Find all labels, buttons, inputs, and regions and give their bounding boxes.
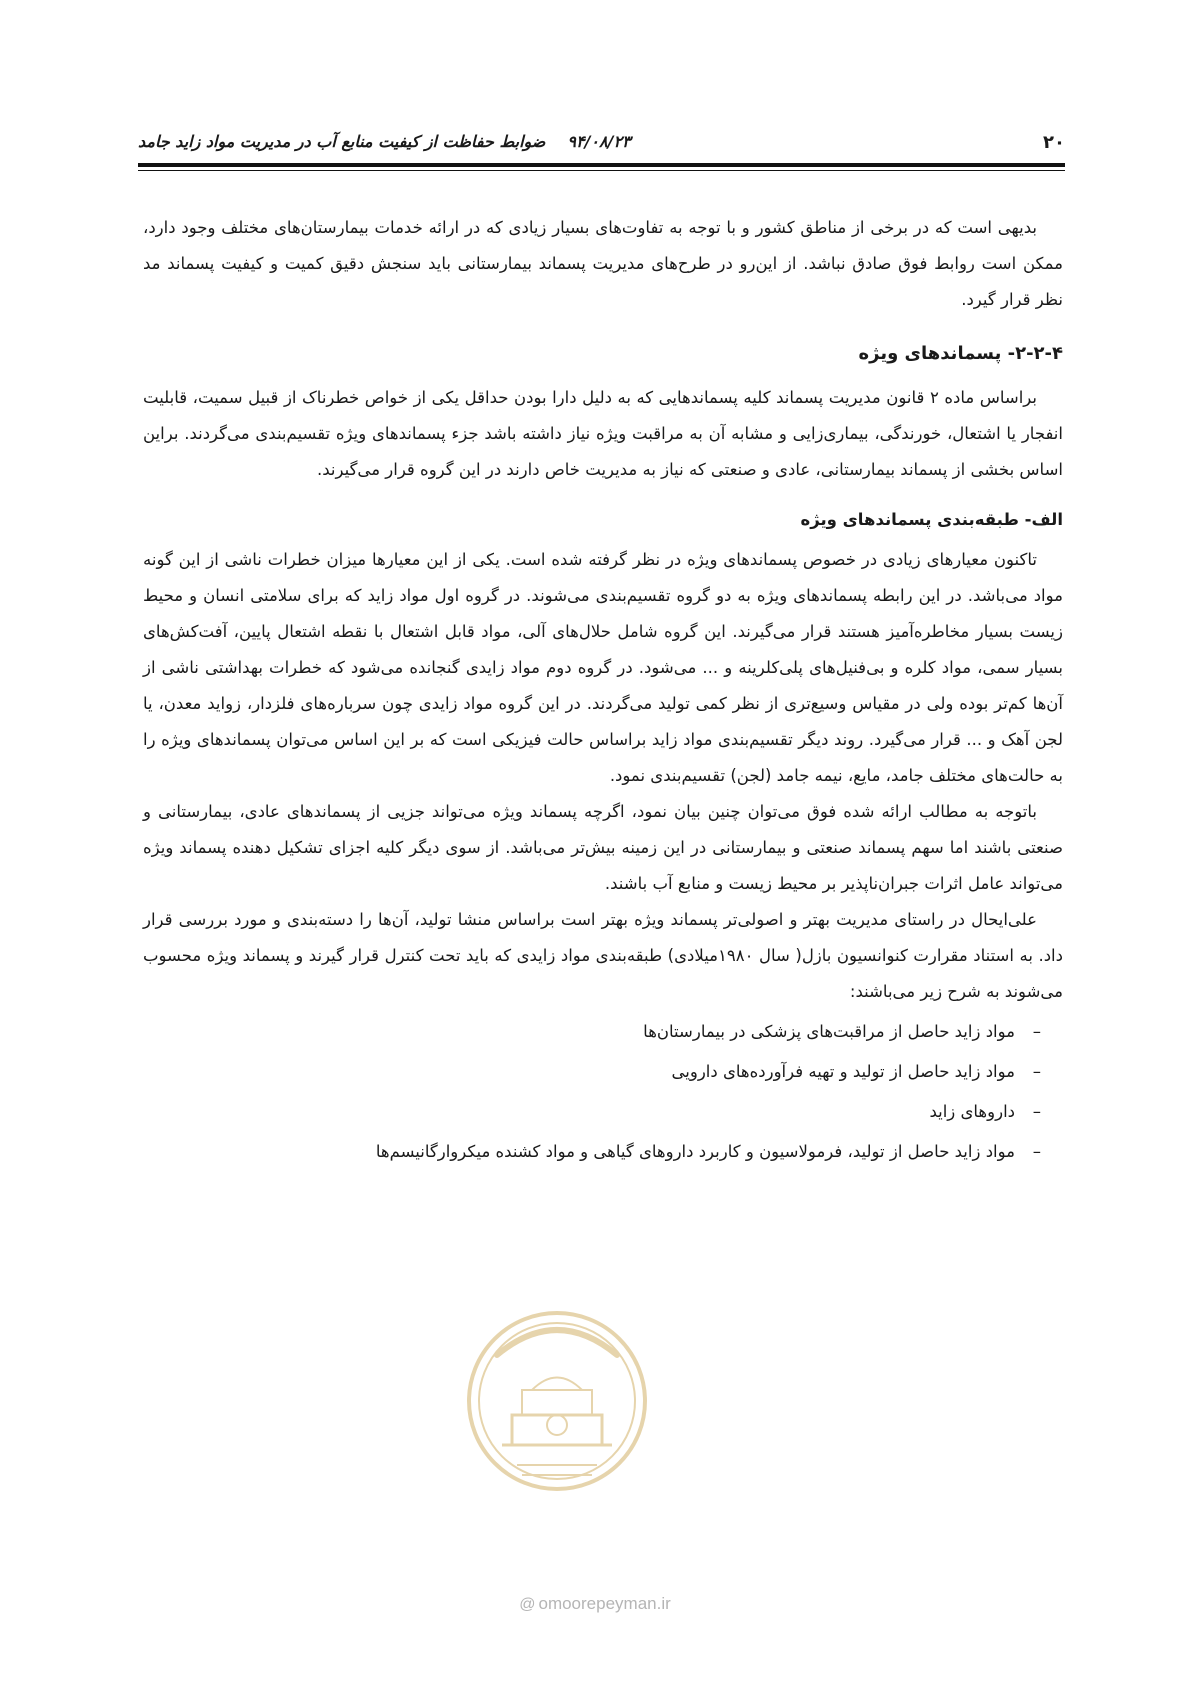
body-content [143,210,1063,1172]
dash-bullet: – [1032,1102,1041,1121]
paragraph-basel: علی‌ایحال در راستای مدیریت بهتر و اصولی‌تر پسماند ویژه بهتر است براساس منشا تولید، آن‌ها را دسته‌بندی و مورد بررسی قرار داد. به استناد مقرارت کنوانسیون بازل( سال ۱۹۸۰میلادی) طبقه‌بندی مواد زایدی که باید تحت کنترل قرار گیرند و پسماند ویژه محسوب می‌شوند به شرح زیر می‌باشند: [143,910,1063,1001]
paragraph-intro: بدیهی است که در برخی از مناطق کشور و با توجه به تفاوت‌های بسیار زیادی که در ارائه خدمات بیمارستان‌های مختلف وجود دارد، ممکن است روابط فوق صادق نباشد. از این‌رو در طرح‌های مدیریت پسماند بیمارستانی باید سنجش دقیق کمیت و کیفیت پسماند مد نظر قرار گیرد. [143,218,1063,309]
list-item [143,1132,1041,1172]
list-item-text: مواد زاید حاصل از تولید، فرمولاسیون و کاربرد داروهای گیاهی و مواد کشنده میکروارگانیسم‌ها [375,1142,1015,1161]
paragraph-classification: تاکنون معیارهای زیادی در خصوص پسماندهای ویژه در نظر گرفته شده است. یکی از این معیارها میزان خطرات ناشی از این گونه مواد می‌باشد. در این رابطه پسماندهای ویژه به دو گروه تقسیم‌بندی می‌شوند. در گروه اول مواد زاید که برای سلامتی انسان و محیط زیست بسیار مخاطره‌آمیز هستند قرار می‌گیرند. این گروه شامل حلال‌های آلی، مواد قابل اشتعال با نقطه اشتعال پایین، آفت‌کش‌های بسیار سمی، مواد کلره و بی‌فنیل‌های پلی‌کلرینه و ... می‌شود. در گروه دوم مواد زایدی گنجانده می‌شود که خطرات بهداشتی ناشی از آن‌ها کم‌تر بوده ولی در مقیاس وسیع‌تری از نظر کمی تولید می‌گردند. در این گروه مواد زایدی چون سرباره‌های فلزدار، زواید معدن، یا لجن آهک و ... قرار می‌گیرد. روند دیگر تقسیم‌بندی مواد زاید براساس حالت فیزیکی است که بر این اساس می‌توان پسماندهای ویژه را به حالت‌های مختلف جامد، مایع، نیمه جامد (لجن) تقسیم‌بندی نمود. [143,550,1063,785]
page-header [138,128,1065,158]
footer-url-text: omoorepeyman.ir [538,1594,671,1613]
header-rule-thin [138,170,1065,171]
paragraph-definition: براساس ماده ۲ قانون مدیریت پسماند کلیه پسماندهایی که به دلیل دارا بودن حداقل یکی از خواص خطرناک از قبیل سمیت، قابلیت انفجار یا اشتعال، خورندگی، بیماری‌زایی و مشابه آن به مراقبت ویژه نیاز داشته باشد جزء پسماندهای ویژه تقسیم‌بندی می‌گردند. براین اساس بخشی از پسماند بیمارستانی، عادی و صنعتی که نیاز به مدیریت خاص دارند در این گروه قرار می‌گیرند. [143,388,1063,479]
list-item [143,1092,1041,1132]
running-title [138,132,631,151]
list-item [143,1052,1041,1092]
watermark-seal-icon [462,1295,652,1507]
list-item-text: مواد زاید حاصل از تولید و تهیه فرآورده‌های دارویی [671,1062,1015,1081]
at-icon: @ [519,1596,536,1613]
dash-bullet: – [1032,1022,1041,1041]
header-rule-thick [138,163,1065,167]
footer-watermark-url [0,1594,1190,1614]
list-item-text: مواد زاید حاصل از مراقبت‌های پزشکی در بیمارستان‌ها [643,1022,1015,1041]
dash-bullet: – [1032,1062,1041,1081]
list-item-text: داروهای زاید [929,1102,1015,1121]
section-heading: ۲-۲-۴- پسماندهای ویژه [858,343,1063,364]
dash-bullet: – [1032,1142,1041,1161]
waste-category-list [143,1012,1063,1172]
header-title-text: ضوابط حفاظت از کیفیت منابع آب در مدیریت مواد زاید جامد [138,132,546,151]
header-date: ۹۴/۰۸/۲۳ [567,132,631,151]
paragraph-sources: باتوجه به مطالب ارائه شده فوق می‌توان چنین بیان نمود، اگرچه پسماند ویژه می‌تواند جزیی از پسماندهای عادی، بیمارستانی و صنعتی باشند اما سهم پسماند صنعتی و بیمارستانی در این زمینه بیش‌تر می‌باشد. از سوی دیگر کلیه اجزای تشکیل دهنده پسماند ویژه می‌تواند عامل اثرات جبران‌ناپذیر بر محیط زیست و منابع آب باشند. [143,802,1063,893]
subsection-heading: الف- طبقه‌بندی پسماندهای ویژه [800,510,1063,529]
list-item [143,1012,1041,1052]
page-number: ۲۰ [1043,132,1065,153]
